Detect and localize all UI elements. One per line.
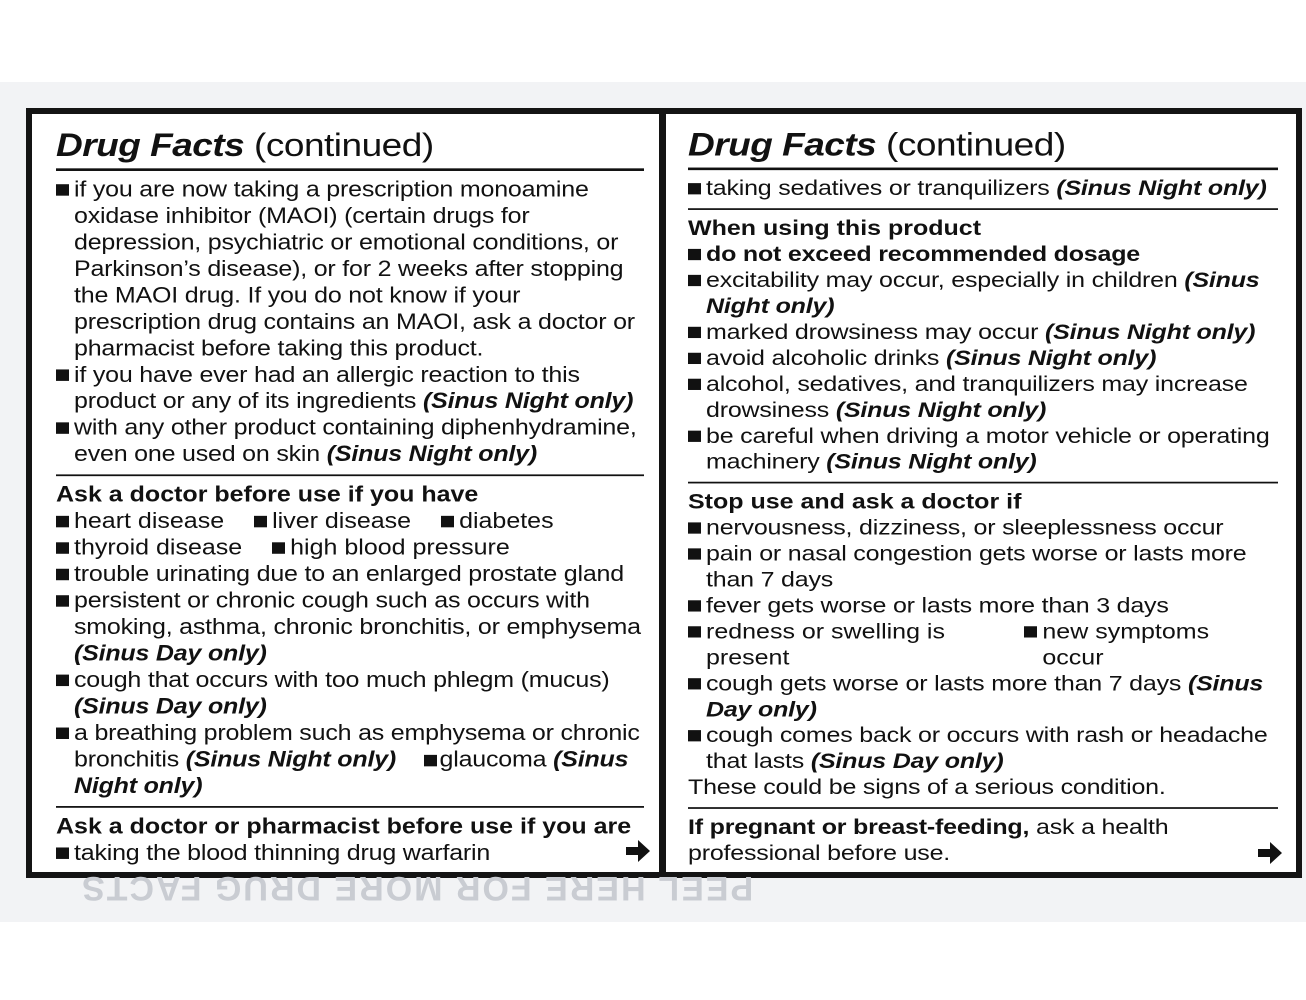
list-item: taking the blood thinning drug warfarin — [56, 840, 644, 866]
section-rule — [688, 208, 1278, 210]
section-rule — [56, 806, 644, 808]
list-item: trouble urinating due to an enlarged prostate gland — [56, 561, 644, 587]
list-item: new symptoms occur — [1024, 618, 1248, 670]
list-item: persistent or chronic cough such as occurs with smoking, asthma, chronic bronchitis, or emphysema (Sinus Day only) — [56, 587, 644, 666]
serious-condition-note: These could be signs of a serious condition. — [688, 775, 1166, 800]
condition-row — [56, 534, 644, 560]
peel-here-text: PEEL HERE FOR MORE DRUG FACTS — [80, 869, 754, 907]
panel-divider — [659, 108, 666, 878]
ask-pharmacist-title: Ask a doctor or pharmacist before use if you are — [56, 813, 632, 839]
condition-row — [56, 508, 644, 534]
stop-use-title: Stop use and ask a doctor if — [688, 489, 1022, 514]
continue-arrow-icon — [1258, 842, 1282, 864]
list-item: taking sedatives or tranquilizers (Sinus Night only) — [688, 175, 1278, 201]
list-item: be careful when driving a motor vehicle or operating machinery (Sinus Night only) — [688, 423, 1278, 475]
condition-row — [688, 618, 1278, 670]
list-item: if you have ever had an allergic reaction to this product or any of its ingredients (Sinus Night only) — [56, 361, 644, 414]
header-continued: (continued) — [254, 126, 434, 164]
list-item: diabetes — [441, 508, 554, 534]
list-item: pain or nasal congestion gets worse or lasts more than 7 days — [688, 541, 1278, 593]
list-item: high blood pressure — [272, 534, 510, 560]
left-panel — [56, 126, 644, 866]
list-item: cough gets worse or lasts more than 7 days (Sinus Day only) — [688, 670, 1278, 722]
list-item: cough comes back or occurs with rash or headache that lasts (Sinus Day only) — [688, 722, 1278, 774]
ask-doctor-title: Ask a doctor before use if you have — [56, 482, 479, 508]
header-title: Drug Facts — [688, 126, 877, 163]
header-continued: (continued) — [886, 126, 1066, 163]
right-panel — [688, 126, 1278, 866]
header-title: Drug Facts — [56, 126, 245, 164]
right-panel-header — [688, 126, 1278, 170]
list-item: alcohol, sedatives, and tranquilizers may increase drowsiness (Sinus Night only) — [688, 371, 1278, 423]
list-item: excitability may occur, especially in children (Sinus Night only) — [688, 267, 1278, 319]
list-item: avoid alcoholic drinks (Sinus Night only) — [688, 345, 1278, 371]
list-item: redness or swelling is present — [688, 618, 994, 670]
list-item: cough that occurs with too much phlegm (mucus) (Sinus Day only) — [56, 667, 644, 720]
pregnancy-warning: If pregnant or breast-feeding, ask a health professional before use. — [688, 814, 1169, 866]
list-item: marked drowsiness may occur (Sinus Night only) — [688, 319, 1278, 345]
list-item: a breathing problem such as emphysema or chronic bronchitis (Sinus Night only) glaucoma (Sinus Night only) — [56, 720, 644, 799]
when-using-title: When using this product — [688, 216, 982, 241]
list-item: with any other product containing diphenhydramine, even one used on skin (Sinus Night only) — [56, 414, 644, 467]
list-item: if you are now taking a prescription monoamine oxidase inhibitor (MAOI) (certain drugs for depression, psychiatric or emotional conditions, or Parkinson’s disease), or for 2 weeks after stopping the MAOI drug. If you do not know if your prescription drug contains an MAOI, ask a doctor or pharmacist before taking this product. — [56, 176, 644, 361]
section-rule — [56, 474, 644, 476]
list-item: fever gets worse or lasts more than 3 days — [688, 593, 1278, 619]
list-item: do not exceed recommended dosage — [688, 241, 1278, 267]
list-item: liver disease — [254, 508, 411, 534]
left-panel-header — [56, 126, 644, 171]
list-item: thyroid disease — [56, 534, 242, 560]
section-rule — [688, 482, 1278, 484]
section-rule — [688, 807, 1278, 809]
bullet-mark — [424, 755, 437, 766]
continue-arrow-icon — [626, 840, 650, 862]
list-item: nervousness, dizziness, or sleeplessness occur — [688, 515, 1278, 541]
list-item: heart disease — [56, 508, 224, 534]
